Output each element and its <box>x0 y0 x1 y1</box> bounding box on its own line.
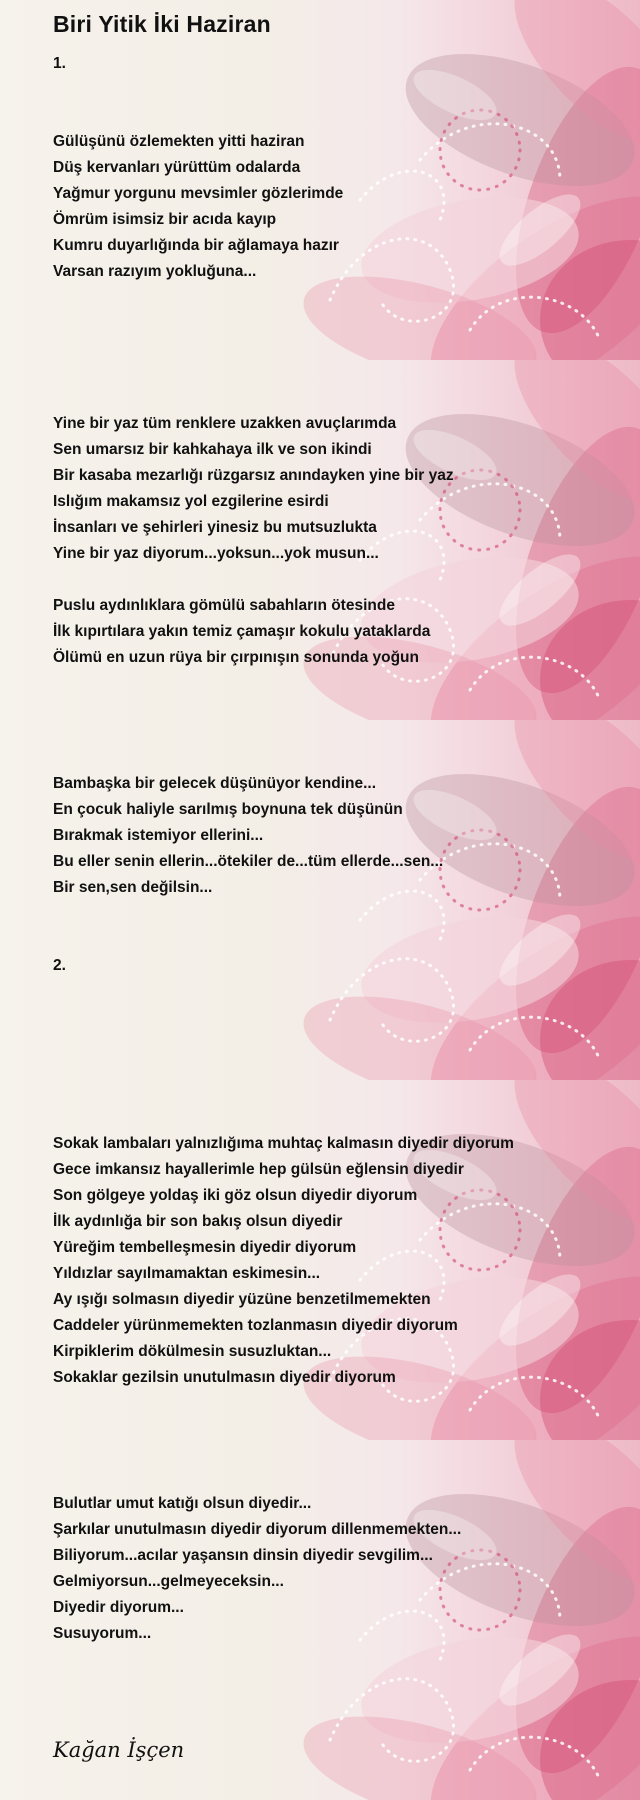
poem-line: Varsan razıyım yokluğuna... <box>53 263 257 280</box>
poem-line: Caddeler yürünmemekten tozlanmasın diyedir diyorum <box>53 1317 458 1334</box>
poem-line: Puslu aydınlıklara gömülü sabahların ötesinde <box>53 597 395 614</box>
poem-line: Bırakmak istemiyor ellerini... <box>53 827 264 844</box>
poem-title: Biri Yitik İki Haziran <box>53 11 271 37</box>
poem-line: Ölümü en uzun rüya bir çırpınışın sonunda yoğun <box>53 649 419 666</box>
poem-line: Biliyorum...acılar yaşansın dinsin diyedir sevgilim... <box>53 1547 433 1564</box>
poem-line: Yüreğim tembelleşmesin diyedir diyorum <box>53 1239 357 1256</box>
poem-line: İnsanları ve şehirleri yinesiz bu mutsuzlukta <box>53 519 377 536</box>
poem-line: Susuyorum... <box>53 1625 152 1642</box>
poem-line: Bir sen,sen değilsin... <box>53 879 213 896</box>
poem-line: Yıldızlar sayılmamaktan eskimesin... <box>53 1265 321 1282</box>
part-1-label: 1. <box>53 55 66 72</box>
poem-line: Sen umarsız bir kahkahaya ilk ve son ikindi <box>53 441 372 458</box>
poem-line: Gülüşünü özlemekten yitti haziran <box>53 133 305 150</box>
poem-line: Gelmiyorsun...gelmeyeceksin... <box>53 1573 284 1590</box>
poem-line: Yine bir yaz tüm renklere uzakken avuçlarımda <box>53 415 397 432</box>
poem-line: İlk kıpırtılara yakın temiz çamaşır kokulu yataklarda <box>53 623 431 640</box>
poem-line: Kumru duyarlığında bir ağlamaya hazır <box>53 237 339 254</box>
poem-line: Sokak lambaları yalnızlığıma muhtaç kalmasın diyedir diyorum <box>53 1135 514 1152</box>
poem-line: Diyedir diyorum... <box>53 1599 184 1616</box>
poem-line: Yağmur yorgunu mevsimler gözlerimde <box>53 185 344 202</box>
poem-line: Bir kasaba mezarlığı rüzgarsız anındayken yine bir yaz <box>53 467 454 484</box>
poem-line: İlk aydınlığa bir son bakış olsun diyedir <box>53 1213 343 1230</box>
poem-line: Sokaklar gezilsin unutulmasın diyedir diyorum <box>53 1369 396 1386</box>
poem-line: Şarkılar unutulmasın diyedir diyorum dillenmemekten... <box>53 1521 462 1538</box>
poem-line: Ömrüm isimsiz bir acıda kayıp <box>53 211 277 228</box>
poem-line: Son gölgeye yoldaş iki göz olsun diyedir diyorum <box>53 1187 418 1204</box>
poem-line: En çocuk haliyle sarılmış boynuna tek düşünün <box>53 801 403 818</box>
poem-line: Bambaşka bir gelecek düşünüyor kendine... <box>53 775 377 792</box>
poem-line: Bulutlar umut katığı olsun diyedir... <box>53 1495 312 1512</box>
poem-line: Yine bir yaz diyorum...yoksun...yok musun... <box>53 545 379 562</box>
author-signature: Kağan İşçen <box>53 1738 185 1762</box>
part-2-label: 2. <box>53 957 66 974</box>
poem-line: Kirpiklerim dökülmesin susuzluktan... <box>53 1343 332 1360</box>
poem-line: Bu eller senin ellerin...ötekiler de...tüm ellerde...sen... <box>53 853 444 870</box>
poem-line: Islığım makamsız yol ezgilerine esirdi <box>53 493 329 510</box>
poem-line: Ay ışığı solmasın diyedir yüzüne benzetilmemekten <box>53 1291 431 1308</box>
poem-line: Düş kervanları yürüttüm odalarda <box>53 159 301 176</box>
poem-line: Gece imkansız hayallerimle hep gülsün eğlensin diyedir <box>53 1161 464 1178</box>
